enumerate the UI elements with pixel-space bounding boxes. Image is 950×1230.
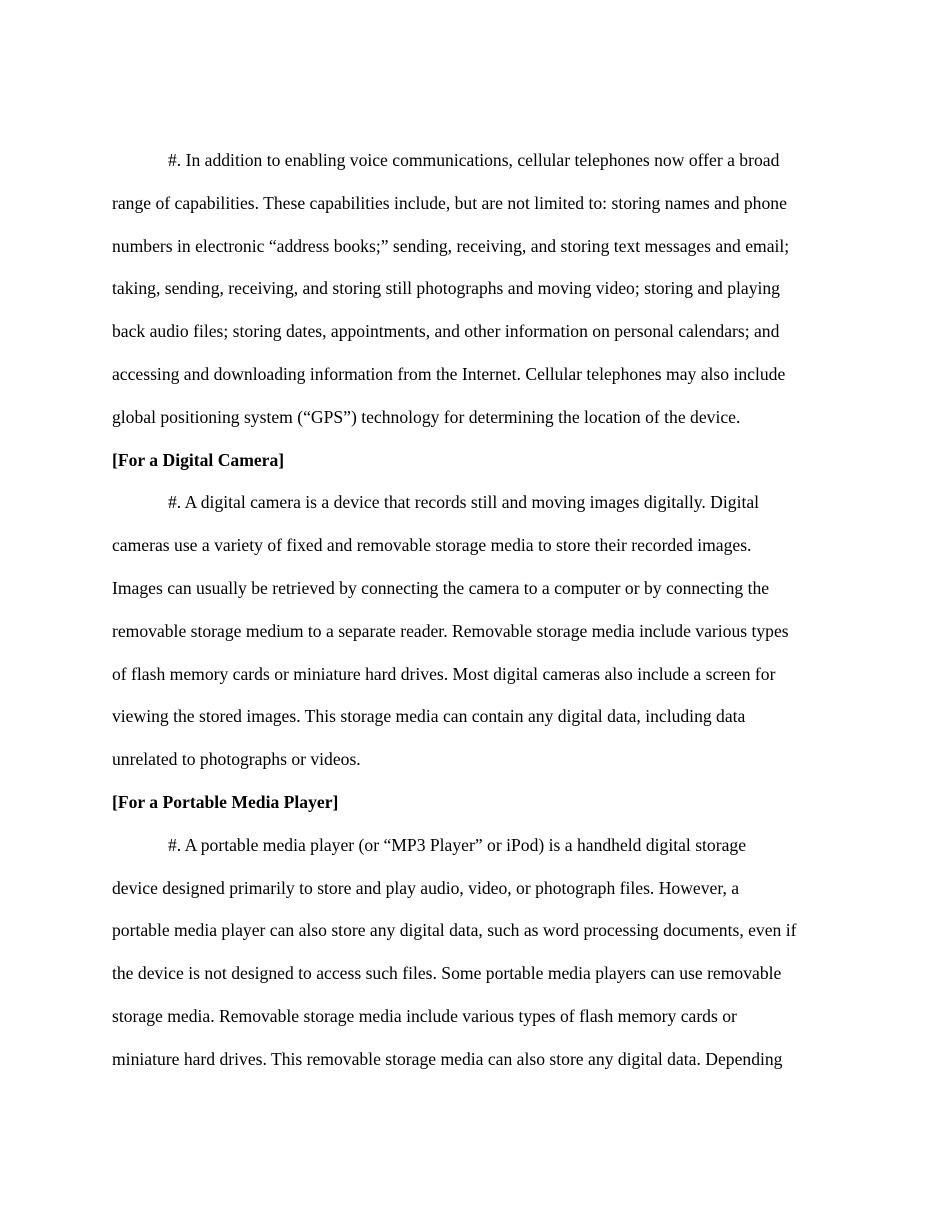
paragraph-line: unrelated to photographs or videos. (112, 749, 361, 770)
paragraph-line: portable media player can also store any digital data, such as word processing documents, even if (112, 920, 797, 941)
paragraph-line: #. In addition to enabling voice communications, cellular telephones now offer a broad (168, 150, 780, 170)
paragraph-portable-media-player (112, 826, 844, 1083)
heading-digital-camera: [For a Digital Camera] (112, 449, 285, 470)
paragraph-line: #. A portable media player (or “MP3 Player” or iPod) is a handheld digital storage (168, 834, 747, 855)
paragraph-line: taking, sending, receiving, and storing still photographs and moving video; storing and playing (112, 278, 780, 299)
paragraph-line: viewing the stored images. This storage media can contain any digital data, including data (112, 706, 746, 727)
paragraph-line: device designed primarily to store and play audio, video, or photograph files. However, a (112, 877, 740, 898)
document-body (112, 141, 844, 1083)
paragraph-line: numbers in electronic “address books;” sending, receiving, and storing text messages and email; (112, 235, 790, 256)
paragraph-line: miniature hard drives. This removable storage media can also store any digital data. Depending (112, 1048, 783, 1069)
paragraph-line: global positioning system (“GPS”) technology for determining the location of the device. (112, 406, 741, 427)
paragraph-line: cameras use a variety of fixed and removable storage media to store their recorded images. (112, 535, 752, 556)
paragraph-line: removable storage medium to a separate reader. Removable storage media include various types (112, 620, 789, 641)
paragraph-cellular-telephone (112, 141, 844, 441)
paragraph-line: the device is not designed to access such files. Some portable media players can use removable (112, 963, 782, 984)
paragraph-line: Images can usually be retrieved by connecting the camera to a computer or by connecting the (112, 577, 770, 598)
paragraph-line: back audio files; storing dates, appointments, and other information on personal calendars; and (112, 321, 780, 342)
paragraph-line: range of capabilities. These capabilities include, but are not limited to: storing names and phone (112, 192, 787, 213)
paragraph-line: #. A digital camera is a device that records still and moving images digitally. Digital (168, 492, 760, 513)
heading-portable-media-player: [For a Portable Media Player] (112, 791, 339, 812)
paragraph-line: accessing and downloading information from the Internet. Cellular telephones may also include (112, 363, 786, 384)
paragraph-digital-camera (112, 483, 844, 783)
paragraph-line: of flash memory cards or miniature hard drives. Most digital cameras also include a screen for (112, 663, 776, 684)
paragraph-line: storage media. Removable storage media include various types of flash memory cards or (112, 1005, 737, 1026)
